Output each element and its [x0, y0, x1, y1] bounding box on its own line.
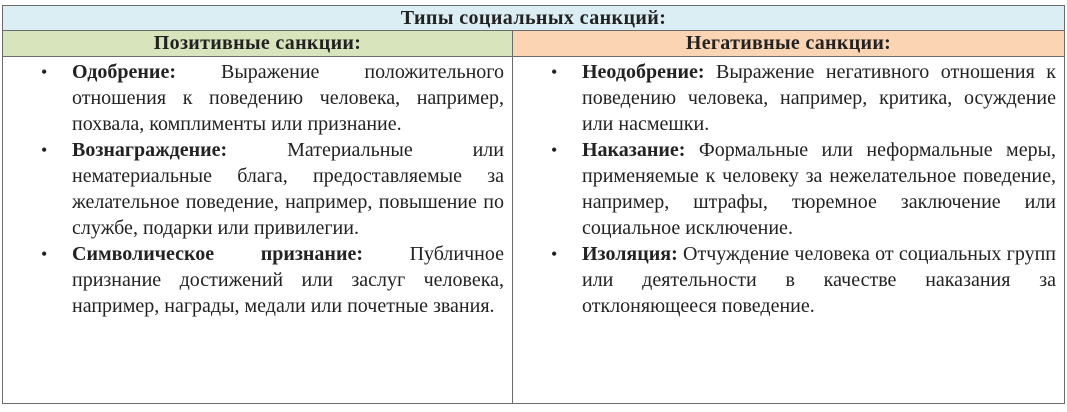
negative-sanctions-cell	[513, 57, 1065, 404]
sanction-description: Отчуждение человека от социальных групп или деятельности в качестве наказания за отклоняющееся поведение.	[582, 243, 1057, 317]
bullet-icon: •	[41, 244, 48, 264]
list-item	[3, 241, 512, 319]
sanction-description: Выражение негативного отношения к поведению человека, например, критика, осуждение или насмешки.	[582, 61, 1057, 135]
positive-sanctions-list	[3, 59, 512, 319]
sanction-description: Материальные или нематериальные блага, предоставляемые за желательное поведение, например, повышение по службе, подарки или привилегии.	[72, 139, 504, 239]
list-item	[513, 137, 1064, 241]
negative-sanctions-list	[513, 59, 1064, 319]
list-item	[3, 59, 512, 137]
sanction-term: Вознаграждение:	[72, 139, 228, 161]
sanction-description: Формальные или неформальные меры, применяемые к человеку за нежелательное поведение, например, штрафы, тюремное заключение или социальное исключение.	[582, 139, 1057, 239]
sanction-term: Изоляция:	[582, 243, 678, 265]
list-item	[513, 59, 1064, 137]
sanction-description: Выражение положительного отношения к поведению человека, например, похвала, комплименты или признание.	[72, 61, 504, 135]
sanction-term: Символическое признание:	[72, 243, 364, 265]
bullet-icon: •	[41, 62, 48, 82]
bullet-icon: •	[551, 244, 558, 264]
sanctions-table	[2, 5, 1065, 404]
bullet-icon: •	[41, 140, 48, 160]
positive-sanctions-header: Позитивные санкции:	[3, 31, 513, 57]
sanction-term: Неодобрение:	[582, 61, 705, 83]
negative-sanctions-header: Негативные санкции:	[513, 31, 1065, 57]
sanction-description: Публичное признание достижений или заслуг человека, например, награды, медали или почетные звания.	[72, 243, 504, 317]
bullet-icon: •	[551, 140, 558, 160]
list-item	[3, 137, 512, 241]
sanction-term: Одобрение:	[72, 61, 176, 83]
positive-sanctions-cell	[3, 57, 513, 404]
table-title: Типы социальных санкций:	[3, 6, 1065, 31]
bullet-icon: •	[551, 62, 558, 82]
list-item	[513, 241, 1064, 319]
sanction-term: Наказание:	[582, 139, 686, 161]
